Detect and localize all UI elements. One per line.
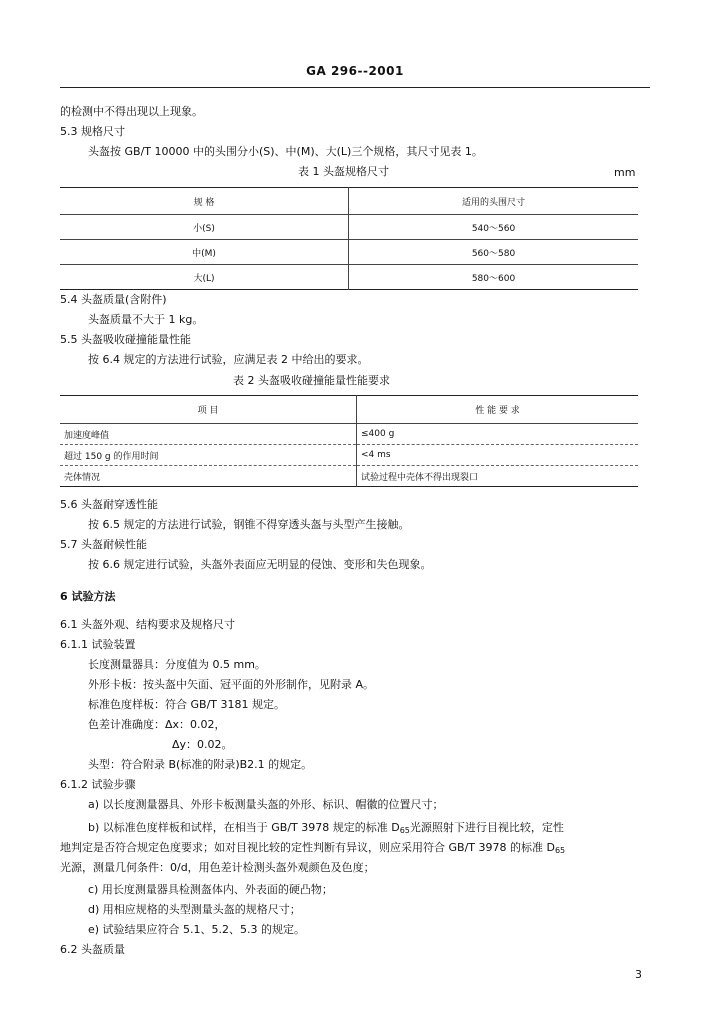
table1-cell: 小(S)	[60, 215, 349, 240]
table1-cell: 560～580	[349, 240, 639, 265]
table2-cell: 壳体情况	[60, 466, 357, 487]
table2-header-row	[60, 396, 638, 424]
table2-header-cell: 性 能 要 求	[357, 396, 639, 424]
apparatus-line: 长度测量器具：分度值为 0.5 mm。	[88, 658, 266, 671]
table1	[60, 187, 638, 290]
subscript: 65	[554, 846, 566, 855]
apparatus-line: 头型：符合附录 B(标准的附录)B2.1 的规定。	[88, 758, 313, 771]
chapter-heading-6: 6 试验方法	[60, 590, 116, 603]
table2-row	[60, 424, 638, 445]
procedure-step: c) 用长度测量器具检测盔体内、外表面的硬凸物；	[88, 883, 333, 896]
apparatus-line: 标准色度样板：符合 GB/T 3181 规定。	[88, 698, 285, 711]
table2-caption: 表 2 头盔吸收碰撞能量性能要求	[233, 374, 390, 387]
table2-row	[60, 445, 638, 466]
table2-cell: <4 ms	[357, 445, 639, 466]
section-heading-5-5: 5.5 头盔吸收碰撞能量性能	[60, 333, 191, 346]
procedure-continuation	[60, 840, 565, 859]
procedure-text: 地判定是否符合规定色度要求；如对目视比较的定性判断有异议，则应采用符合 GB/T 3978 的标准 D	[60, 841, 555, 854]
section-heading-6-1: 6.1 头盔外观、结构要求及规格尺寸	[60, 618, 235, 631]
table1-cell: 580～600	[349, 265, 639, 290]
procedure-step: e) 试验结果应符合 5.1、5.2、5.3 的规定。	[88, 923, 306, 936]
table2-row	[60, 466, 638, 487]
continued-text: 的检测中不得出现以上现象。	[60, 105, 203, 118]
table1-cell: 大(L)	[60, 265, 349, 290]
paragraph-5-4: 头盔质量不大于 1 kg。	[88, 313, 204, 326]
section-heading-5-4: 5.4 头盔质量(含附件)	[60, 293, 167, 306]
table1-header-cell: 适用的头围尺寸	[461, 197, 525, 208]
table1-unit: mm	[614, 166, 636, 179]
section-heading-6-1-2: 6.1.2 试验步骤	[60, 778, 136, 791]
table1-header-cell: 规 格	[60, 188, 349, 215]
procedure-text: 光源照射下进行目视比较，定性	[409, 821, 564, 834]
section-heading-5-6: 5.6 头盔耐穿透性能	[60, 498, 158, 511]
section-heading-6-1-1: 6.1.1 试验装置	[60, 638, 136, 651]
paragraph-5-5: 按 6.4 规定的方法进行试验，应满足表 2 中给出的要求。	[88, 353, 369, 366]
table1-row	[60, 215, 638, 240]
table2-cell: ≤400 g	[357, 424, 639, 445]
header-rule	[60, 87, 650, 88]
table2-header-cell: 项 目	[60, 396, 357, 424]
table1-cell: 中(M)	[60, 240, 349, 265]
table2-cell: 试验过程中壳体不得出现裂口	[357, 466, 639, 487]
page-number: 3	[635, 968, 642, 981]
table1-caption: 表 1 头盔规格尺寸	[298, 165, 389, 178]
table1-row	[60, 240, 638, 265]
subscript: 65	[399, 826, 410, 835]
procedure-step	[88, 820, 564, 839]
table2-cell: 加速度峰值	[60, 424, 357, 445]
procedure-step: d) 用相应规格的头型测量头盔的规格尺寸；	[88, 903, 301, 916]
document-header-code: GA 296--2001	[306, 64, 404, 78]
table1-header-row	[60, 188, 638, 215]
apparatus-line: Δy：0.02。	[172, 738, 233, 751]
table2-cell: 超过 150 g 的作用时间	[60, 445, 357, 466]
section-heading-5-7: 5.7 头盔耐候性能	[60, 538, 147, 551]
procedure-text: b) 以标准色度样板和试样，在相当于 GB/T 3978 规定的标准 D	[88, 821, 400, 834]
procedure-step: a) 以长度测量器具、外形卡板测量头盔的外形、标识、帽徽的位置尺寸；	[88, 798, 444, 811]
section-heading-6-2: 6.2 头盔质量	[60, 943, 125, 956]
table2	[60, 395, 638, 487]
section-heading-5-3: 5.3 规格尺寸	[60, 125, 125, 138]
paragraph-5-7: 按 6.6 规定进行试验，头盔外表面应无明显的侵蚀、变形和失色现象。	[88, 558, 432, 571]
procedure-continuation: 光源，测量几何条件：0/d，用色差计检测头盔外观颜色及色度；	[60, 861, 375, 874]
table1-row	[60, 265, 638, 290]
paragraph-5-3: 头盔按 GB/T 10000 中的头围分小(S)、中(M)、大(L)三个规格，其尺寸见表 1。	[88, 145, 483, 158]
paragraph-5-6: 按 6.5 规定的方法进行试验，钢锥不得穿透头盔与头型产生接触。	[88, 518, 410, 531]
apparatus-line: 色差计准确度：Δx：0.02，	[88, 718, 226, 731]
table1-cell: 540～560	[349, 215, 639, 240]
apparatus-line: 外形卡板：按头盔中矢面、冠平面的外形制作，见附录 A。	[88, 678, 375, 691]
